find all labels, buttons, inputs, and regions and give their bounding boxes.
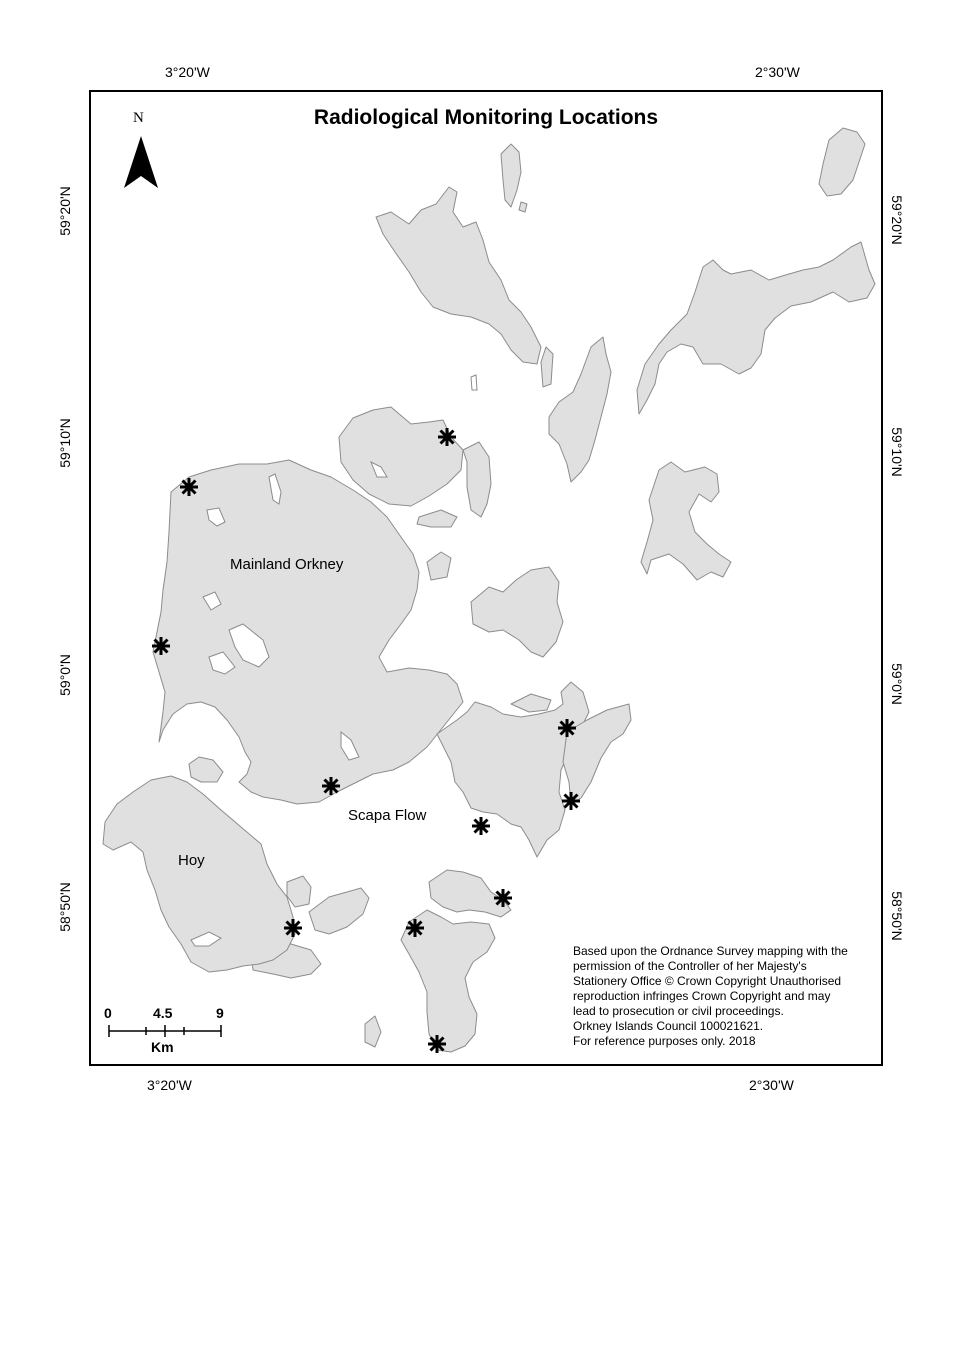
right-lat-label-3: 59°0'N (888, 663, 905, 705)
map-canvas (91, 92, 883, 1066)
monitoring-location-marker (180, 478, 198, 496)
island-rousay (339, 407, 463, 506)
left-lat-label-2: 59°10'N (56, 418, 73, 468)
scale-bar (109, 1025, 221, 1037)
north-arrow-icon (124, 136, 158, 188)
island-shapinsay (471, 567, 563, 657)
left-lat-label-4: 58°50'N (56, 882, 73, 932)
attribution-line: permission of the Controller of her Majesty's (573, 959, 807, 973)
label-hoy: Hoy (178, 852, 205, 869)
attribution-line: reproduction infringes Crown Copyright and may (573, 989, 831, 1003)
label-scapa-flow: Scapa Flow (348, 807, 427, 824)
monitoring-location-marker (494, 889, 512, 907)
island-sanday (637, 242, 875, 414)
scale-tick-max: 9 (216, 1005, 224, 1021)
right-lat-label-4: 58°50'N (888, 891, 905, 941)
monitoring-location-marker (558, 719, 576, 737)
right-lat-label-1: 59°20'N (888, 195, 905, 245)
map-title: Radiological Monitoring Locations (313, 106, 659, 129)
scale-tick-0: 0 (104, 1005, 112, 1021)
right-lat-label-2: 59°10'N (888, 427, 905, 477)
monitoring-location-marker (152, 637, 170, 655)
scale-tick-mid: 4.5 (153, 1005, 173, 1021)
attribution-line: Based upon the Ordnance Survey mapping with the (573, 944, 848, 958)
monitoring-location-marker (284, 919, 302, 937)
attribution-line: For reference purposes only. 2018 (573, 1034, 756, 1048)
island-eday (549, 337, 611, 482)
attribution-line: Stationery Office © Crown Copyright Unauthorised (573, 974, 842, 988)
left-lat-label-3: 59°0'N (56, 654, 73, 696)
monitoring-location-marker (406, 919, 424, 937)
monitoring-location-marker (438, 428, 456, 446)
bottom-lon-label-2: 2°30'W (749, 1077, 794, 1093)
monitoring-location-marker (322, 777, 340, 795)
left-lat-label-1: 59°20'N (56, 186, 73, 236)
map-frame (89, 90, 883, 1066)
island-mainland-orkney (153, 460, 463, 804)
attribution-line: lead to prosecution or civil proceedings. (573, 1004, 784, 1018)
top-lon-label-2: 2°30'W (755, 64, 800, 80)
bottom-lon-label-1: 3°20'W (147, 1077, 192, 1093)
monitoring-location-marker (428, 1035, 446, 1053)
monitoring-location-marker (562, 792, 580, 810)
island-egilsay (463, 442, 491, 517)
label-mainland-orkney: Mainland Orkney (230, 556, 344, 573)
island-stronsay (641, 462, 731, 580)
island-papa-westray (501, 144, 521, 207)
island-flotta (309, 888, 369, 934)
attribution-text (573, 944, 883, 1049)
attribution-line: Orkney Islands Council 100021621. (573, 1019, 764, 1033)
island-westray (376, 187, 541, 364)
island-north-ronaldsay (819, 128, 865, 196)
top-lon-label-1: 3°20'W (165, 64, 210, 80)
scale-unit: Km (151, 1039, 174, 1055)
north-label: N (133, 110, 144, 126)
